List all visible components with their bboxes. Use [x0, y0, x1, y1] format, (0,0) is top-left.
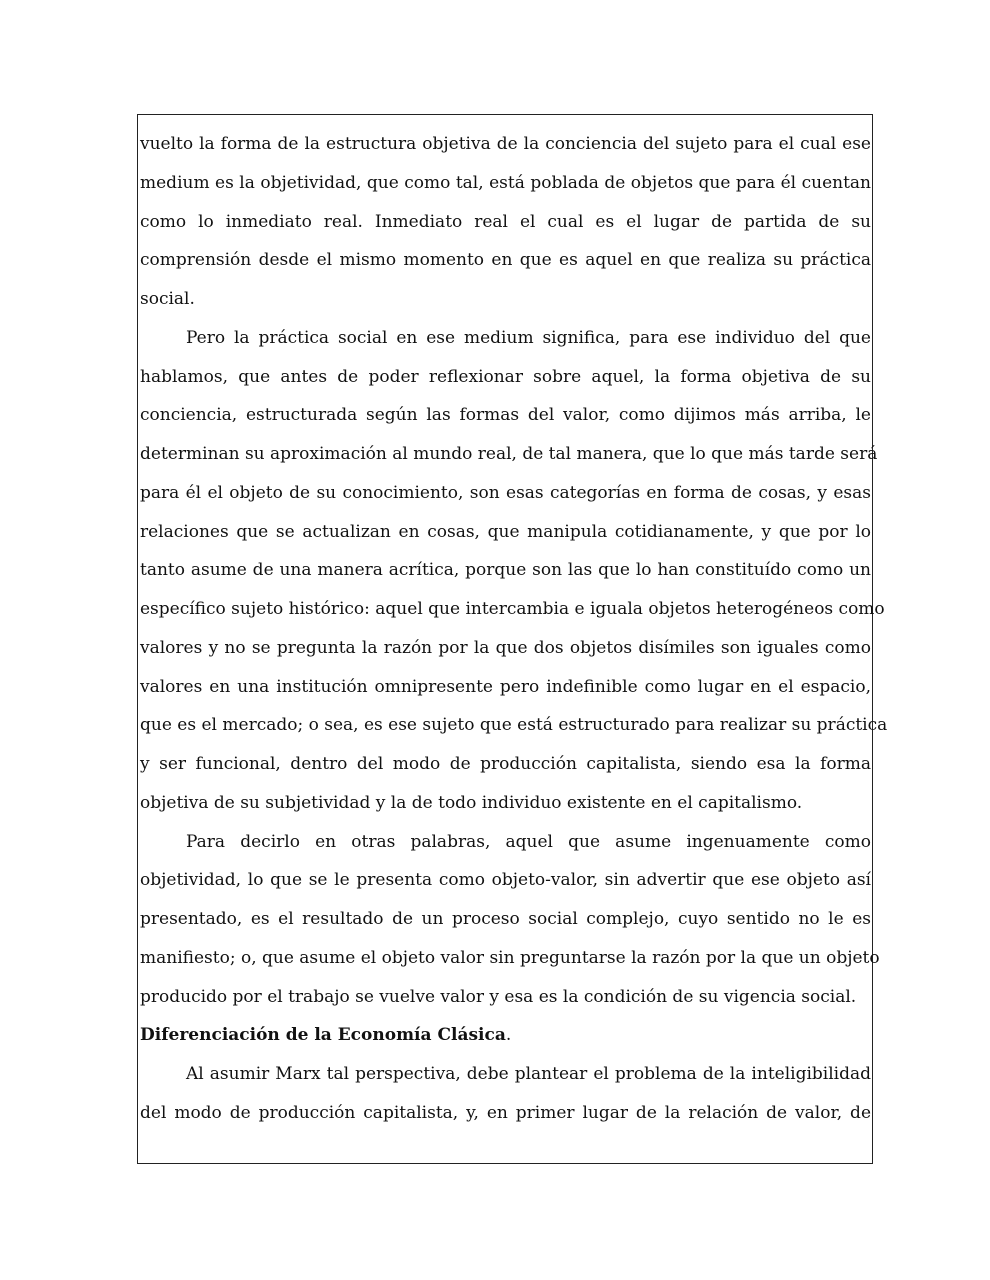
section-heading-text: Diferenciación de la Economía Clásica [140, 1025, 506, 1046]
text-line: comprensión desde el mismo momento en que es aquel en que realiza su práctica [140, 250, 871, 271]
text-line: que es el mercado; o sea, es ese sujeto que está estructurado para realizar su práctica [140, 715, 888, 736]
text-line: para él el objeto de su conocimiento, son esas categorías en forma de cosas, y esas [140, 482, 871, 503]
text-line: manifiesto; o, que asume el objeto valor sin preguntarse la razón por la que un objeto [140, 947, 880, 968]
text-line: medium es la objetividad, que como tal, está poblada de objetos que para él cuentan [140, 172, 871, 193]
text-line: hablamos, que antes de poder reflexionar sobre aquel, la forma objetiva de su [140, 366, 871, 387]
document-body [140, 125, 888, 1133]
text-line: presentado, es el resultado de un proceso social complejo, cuyo sentido no le es [140, 909, 871, 929]
text-line: vuelto la forma de la estructura objetiva de la conciencia del sujeto para el cual ese [140, 134, 871, 154]
text-line: del modo de producción capitalista, y, en primer lugar de la relación de valor, de [140, 1102, 871, 1123]
section-heading-period: . [505, 1025, 512, 1046]
paragraph [140, 823, 880, 1017]
text-line: determinan su aproximación al mundo real, de tal manera, que lo que más tarde será [140, 444, 878, 464]
text-line: Al asumir Marx tal perspectiva, debe plantear el problema de la inteligibilidad [186, 1064, 871, 1084]
text-line: producido por el trabajo se vuelve valor y esa es la condición de su vigencia social. [140, 986, 857, 1007]
text-line: social. [140, 289, 195, 309]
text-line: valores y no se pregunta la razón por la que dos objetos disímiles son iguales como [140, 637, 871, 658]
paragraph [140, 125, 871, 319]
text-line: Para decirlo en otras palabras, aquel que asume ingenuamente como [186, 831, 871, 852]
text-line: conciencia, estructurada según las formas del valor, como dijimos más arriba, le [140, 405, 871, 426]
text-line: tanto asume de una manera acrítica, porque son las que lo han constituído como un [140, 560, 871, 581]
section-heading [140, 1016, 871, 1055]
paragraph [140, 1055, 871, 1133]
text-line: específico sujeto histórico: aquel que intercambia e iguala objetos heterogéneos como [140, 599, 885, 619]
text-line: como lo inmediato real. Inmediato real el cual es el lugar de partida de su [140, 211, 871, 232]
paragraph [140, 319, 888, 823]
text-line: Pero la práctica social en ese medium significa, para ese individuo del que [186, 327, 871, 348]
text-line: valores en una institución omnipresente pero indefinible como lugar en el espacio, [140, 676, 871, 697]
text-line: y ser funcional, dentro del modo de producción capitalista, siendo esa la forma [140, 754, 871, 774]
text-line: objetividad, lo que se le presenta como objeto-valor, sin advertir que ese objeto así [140, 870, 871, 891]
text-line: objetiva de su subjetividad y la de todo individuo existente en el capitalismo. [140, 792, 803, 813]
text-line: relaciones que se actualizan en cosas, que manipula cotidianamente, y que por lo [140, 521, 871, 542]
